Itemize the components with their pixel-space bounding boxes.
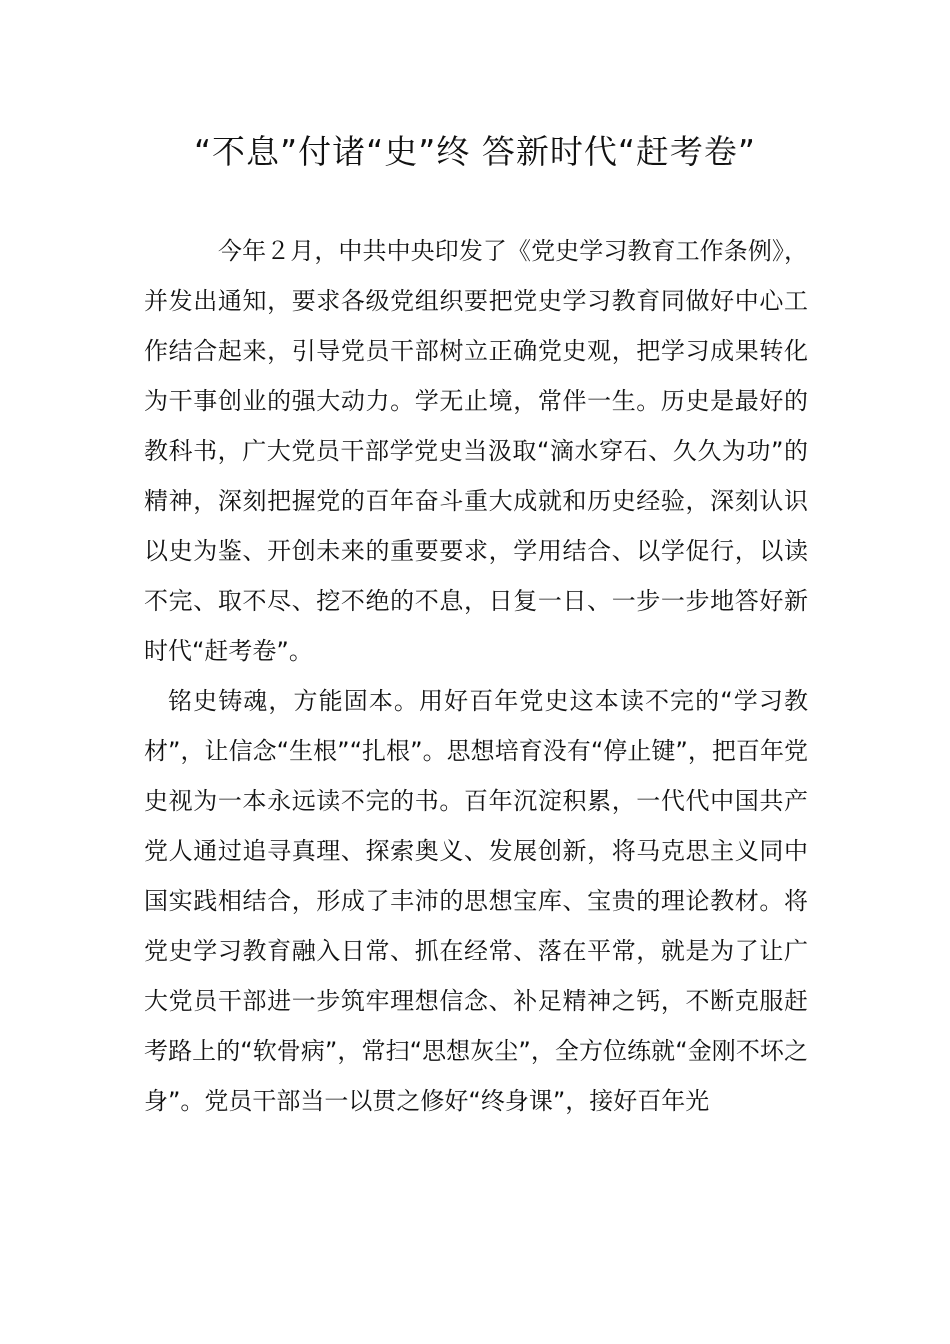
paragraph-2: 铭史铸魂，方能固本。用好百年党史这本读不完的“学习教材”，让信念“生根”“扎根”。思想培育没有“停止键”，把百年党史视为一本永远读不完的书。百年沉淀积累，一代代中国共产党人通过追寻真理、探索奥义、发展创新，将马克思主义同中国实践相结合，形成了丰沛的思想宝库、宝贵的理论教材。将党史学习教育融入日常、抓在经常、落在平常，就是为了让广大党员干部进一步筑牢理想信念、补足精神之钙，不断克服赶考路上的“软骨病”，常扫“思想灰尘”，全方位练就“金刚不坏之身”。党员干部当一以贯之修好“终身课”，接好百年光 — [144, 687, 808, 1115]
document-title: “不息”付诸“史”终 答新时代“赶考卷” — [193, 132, 757, 171]
document-body — [144, 226, 808, 1126]
paragraph-1: 今年２月，中共中央印发了《党史学习教育工作条例》，并发出通知，要求各级党组织要把党史学习教育同做好中心工作结合起来，引导党员干部树立正确党史观，把学习成果转化为干事创业的强大动力。学无止境，常伴一生。历史是最好的教科书，广大党员干部学党史当汲取“滴水穿石、久久为功”的精神，深刻把握党的百年奋斗重大成就和历史经验，深刻认识以史为鉴、开创未来的重要要求，学用结合、以学促行，以读不完、取不尽、挖不绝的不息，日复一日、一步一步地答好新时代“赶考卷”。 — [144, 237, 808, 665]
